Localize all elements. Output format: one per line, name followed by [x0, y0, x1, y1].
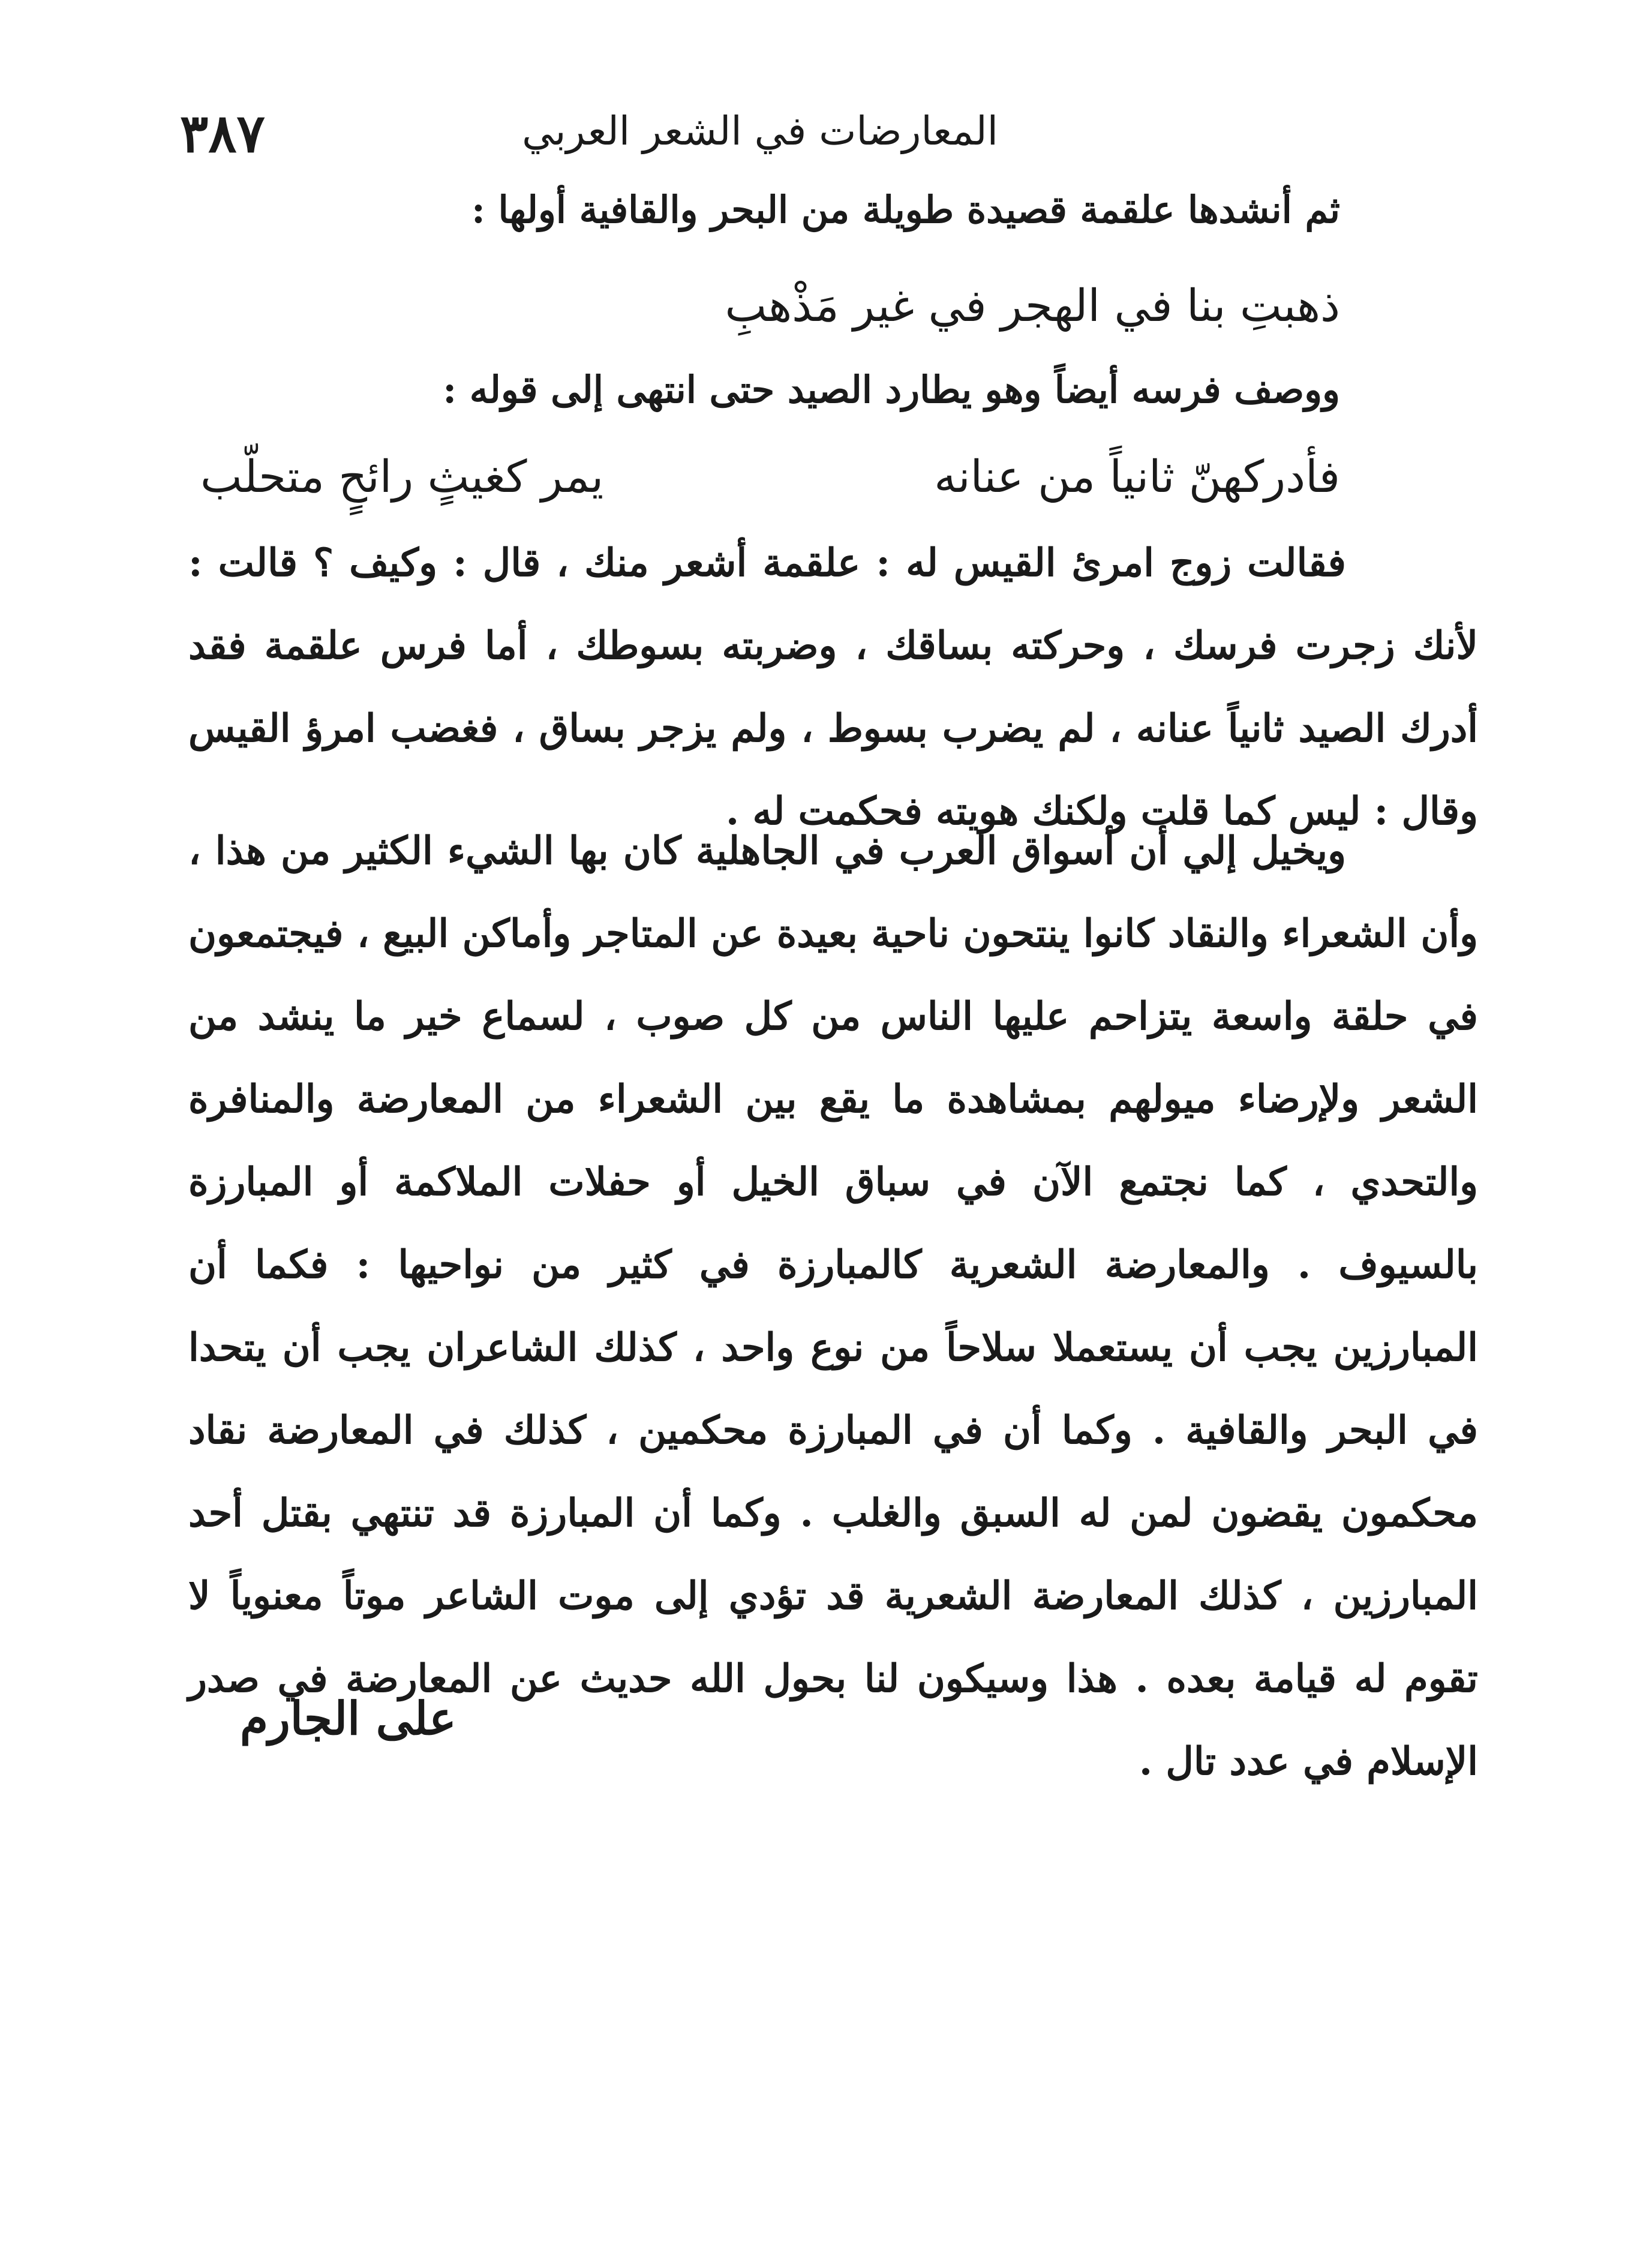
transition-line: ووصف فرسه أيضاً وهو يطارد الصيد حتى انتهى إلى قوله :	[443, 368, 1340, 412]
page-header	[180, 90, 1340, 180]
verse-second	[200, 444, 1340, 510]
paragraph-markets-opening: ويخيل إلي أن أسواق العرب في الجاهلية كان بها الشيء الكثير من هذا ، وأن	[188, 828, 1479, 956]
running-title: المعارضات في الشعر العربي	[522, 108, 998, 154]
paragraph-dialogue	[188, 522, 1478, 853]
verse-second-hemistich-1: فأدركهنّ ثانياً من عنانه	[934, 451, 1340, 503]
page-number: ٣٨٧	[180, 102, 265, 164]
paragraph-dialogue-opening: فقالت زوج امرئ القيس له : علقمة أشعر منك ، قال : وكيف ؟ قالت :	[188, 541, 1346, 585]
verse-second-hemistich-2: يمر كغيثٍ رائحٍ متحلّب	[200, 451, 604, 503]
paragraph-markets	[188, 810, 1478, 1803]
paragraph-dialogue-body: لأنك زجرت فرسك ، وحركته بساقك ، وضربته بسوطك ، أما فرس علقمة فقد أدرك الصيد ثانياً عنانه ، لم يضرب بسوط ، ولم يزجر بساق ، فغضب امرؤ القيس وقال : ليس كما قلت ولكنك هويته فحكمت له .	[188, 623, 1479, 834]
intro-line: ثم أنشدها علقمة قصيدة طويلة من البحر والقافية أولها :	[471, 188, 1340, 232]
verse-first: ذهبتِ بنا في الهجر في غير مَذْهبِ	[725, 280, 1340, 332]
paragraph-markets-body: الشعراء والنقاد كانوا ينتحون ناحية بعيدة عن المتاجر وأماكن البيع ، فيجتمعون في حلقة واسعة يتزاحم عليها الناس من كل صوب ، لسماع خير ما ينشد من الشعر ولإرضاء ميولهم بمشاهدة ما يقع بين الشعراء من المعارضة والمنافرة والتحدي ، كما نجتمع الآن في سباق الخيل أو حفلات الملاكمة أو المبارزة بالسيوف . والمعارضة الشعرية كالمبارزة في كثير من نواحيها : فكما أن المبارزين يجب أن يستعملا سلاحاً من نوع واحد ، كذلك الشاعران يجب أن يتحدا في البحر والقافية . وكما أن في المبارزة محكمين ، كذلك في المعارضة نقاد محكمون يقضون لمن له السبق والغلب . وكما أن المبارزة قد تنتهي بقتل أحد المبارزين ، كذلك المعارضة الشعرية قد تؤدي إلى موت الشاعر موتاً معنوياً لا تقوم له قيامة بعده . هذا وسيكون لنا بحول الله حديث عن المعارضة في صدر الإسلام في عدد تال .	[188, 911, 1479, 1784]
author-signature: على الجارم	[240, 1692, 456, 1745]
